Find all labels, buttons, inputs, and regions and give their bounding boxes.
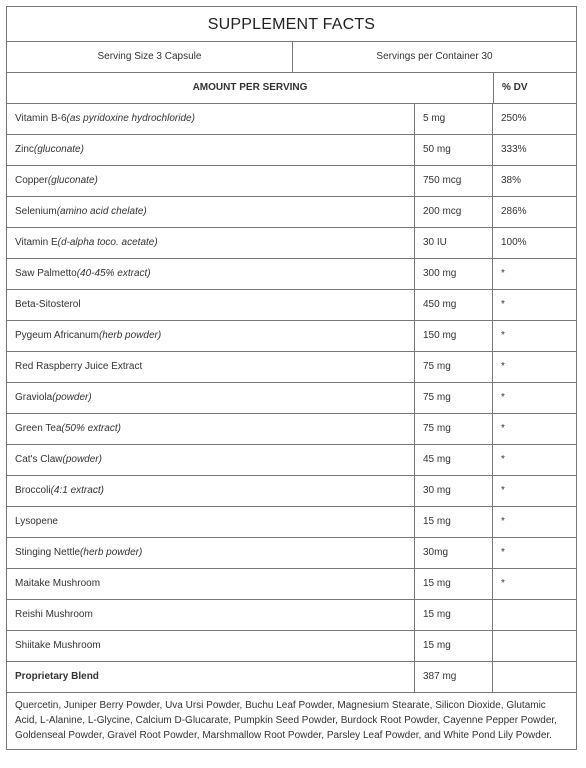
serving-size: Serving Size 3 Capsule — [7, 42, 293, 72]
ingredient-dv: * — [501, 454, 505, 465]
ingredient-amount: 45 mg — [415, 445, 493, 475]
ingredient-dv: * — [501, 299, 505, 310]
ingredient-amount: 30 mg — [415, 476, 493, 506]
ingredient-name-cell — [7, 321, 415, 351]
ingredient-name: Red Raspberry Juice Extract — [15, 361, 143, 372]
ingredient-amount: 750 mcg — [415, 166, 493, 196]
ingredient-name-cell — [7, 445, 415, 475]
dv-header: % DV — [502, 82, 528, 93]
ingredient-dv: 100% — [501, 237, 527, 248]
ingredient-amount: 15 mg — [415, 569, 493, 599]
ingredient-note: (amino acid chelate) — [56, 206, 147, 217]
table-row — [6, 196, 577, 227]
ingredient-amount: 450 mg — [415, 290, 493, 320]
ingredient-name: Vitamin B-6 — [15, 113, 67, 124]
ingredient-amount: 300 mg — [415, 259, 493, 289]
table-row — [6, 103, 577, 134]
blend-amount: 387 mg — [415, 662, 493, 692]
supplement-facts-table — [6, 6, 577, 750]
ingredient-dv: * — [501, 268, 505, 279]
ingredient-amount: 200 mcg — [415, 197, 493, 227]
servings-per-container: Servings per Container 30 — [376, 51, 493, 62]
table-row — [6, 134, 577, 165]
table-title: SUPPLEMENT FACTS — [6, 6, 577, 41]
ingredient-note: (herb powder) — [80, 547, 143, 558]
ingredient-name: Selenium — [15, 206, 57, 217]
table-row — [6, 599, 577, 630]
ingredient-name: Copper — [15, 175, 48, 186]
ingredient-dv: 250% — [501, 113, 527, 124]
table-row — [6, 444, 577, 475]
ingredient-rows — [6, 103, 577, 661]
ingredient-dv: 286% — [501, 206, 527, 217]
ingredient-dv: * — [501, 392, 505, 403]
ingredient-name: Beta-Sitosterol — [15, 299, 81, 310]
ingredient-dv: * — [501, 578, 505, 589]
table-row — [6, 227, 577, 258]
ingredient-dv — [493, 631, 576, 661]
blend-name: Proprietary Blend — [7, 662, 415, 692]
ingredient-name-cell — [7, 631, 415, 661]
ingredient-note: (gluconate) — [33, 144, 84, 155]
ingredient-name-cell — [7, 104, 415, 134]
ingredient-name: Graviola — [15, 392, 53, 403]
ingredient-amount: 30 IU — [415, 228, 493, 258]
ingredient-name-cell — [7, 414, 415, 444]
table-row — [6, 320, 577, 351]
ingredient-name: Saw Palmetto — [15, 268, 77, 279]
ingredient-amount: 75 mg — [415, 352, 493, 382]
ingredient-name-cell — [7, 290, 415, 320]
ingredient-amount: 150 mg — [415, 321, 493, 351]
ingredient-dv: 333% — [501, 144, 527, 155]
ingredient-name-cell — [7, 197, 415, 227]
ingredient-name: Reishi Mushroom — [15, 609, 93, 620]
ingredient-amount: 75 mg — [415, 414, 493, 444]
table-row — [6, 258, 577, 289]
ingredient-name-cell — [7, 383, 415, 413]
ingredient-note: (powder) — [52, 392, 92, 403]
ingredient-name: Vitamin E — [15, 237, 58, 248]
ingredient-name: Green Tea — [15, 423, 62, 434]
ingredient-dv — [493, 600, 576, 630]
table-row — [6, 351, 577, 382]
ingredient-note: (4:1 extract) — [50, 485, 104, 496]
table-row — [6, 165, 577, 196]
ingredient-name-cell — [7, 476, 415, 506]
ingredient-name-cell — [7, 538, 415, 568]
table-row — [6, 475, 577, 506]
ingredient-name: Broccoli — [15, 485, 51, 496]
ingredient-amount: 5 mg — [415, 104, 493, 134]
ingredient-note: (powder) — [62, 454, 102, 465]
ingredient-name-cell — [7, 569, 415, 599]
ingredient-dv: * — [501, 423, 505, 434]
amount-per-serving-header: AMOUNT PER SERVING — [7, 73, 494, 103]
serving-info-row — [6, 41, 577, 72]
table-row — [6, 382, 577, 413]
ingredient-name: Lysopene — [15, 516, 58, 527]
ingredient-name-cell — [7, 259, 415, 289]
ingredient-name: Shiitake Mushroom — [15, 640, 101, 651]
ingredient-note: (gluconate) — [47, 175, 98, 186]
blend-dv — [493, 662, 576, 692]
ingredient-name-cell — [7, 507, 415, 537]
ingredient-name: Stinging Nettle — [15, 547, 81, 558]
ingredient-dv: * — [501, 485, 505, 496]
ingredient-dv: * — [501, 516, 505, 527]
table-row — [6, 506, 577, 537]
ingredient-note: (as pyridoxine hydrochloride) — [66, 113, 195, 124]
ingredient-name-cell — [7, 135, 415, 165]
ingredient-amount: 15 mg — [415, 600, 493, 630]
ingredient-name: Zinc — [15, 144, 34, 155]
table-row — [6, 413, 577, 444]
ingredient-name: Maitake Mushroom — [15, 578, 101, 589]
ingredient-name-cell — [7, 600, 415, 630]
ingredient-dv: * — [501, 547, 505, 558]
ingredient-note: (40-45% extract) — [76, 268, 151, 279]
ingredient-name-cell — [7, 228, 415, 258]
ingredient-amount: 30mg — [415, 538, 493, 568]
table-header-row — [6, 72, 577, 103]
ingredient-amount: 50 mg — [415, 135, 493, 165]
proprietary-blend-row — [6, 661, 577, 692]
ingredient-name: Pygeum Africanum — [15, 330, 99, 341]
ingredient-amount: 15 mg — [415, 507, 493, 537]
ingredient-dv: * — [501, 330, 505, 341]
table-row — [6, 537, 577, 568]
ingredient-name-cell — [7, 352, 415, 382]
ingredient-note: (d-alpha toco. acetate) — [57, 237, 158, 248]
ingredient-name-cell — [7, 166, 415, 196]
table-row — [6, 630, 577, 661]
ingredient-dv: * — [501, 361, 505, 372]
ingredient-name: Cat's Claw — [15, 454, 63, 465]
ingredient-note: (50% extract) — [61, 423, 121, 434]
table-row — [6, 568, 577, 599]
ingredient-note: (herb powder) — [98, 330, 162, 341]
ingredient-dv: 38% — [501, 175, 522, 186]
ingredient-amount: 15 mg — [415, 631, 493, 661]
ingredient-amount: 75 mg — [415, 383, 493, 413]
table-row — [6, 289, 577, 320]
other-ingredients: Quercetin, Juniper Berry Powder, Uva Ursi Powder, Buchu Leaf Powder, Magnesium Stearate, Silicon Dioxide, Glutamic Acid, L-Alanine, L-Glycine, Calcium D-Glucarate, Pumpkin Seed Powder, Burdock Root Powder, Cayenne Pepper Powder, Goldenseal Powder, Gravel Root Powder, Marshmallow Root Powder, Parsley Leaf Powder, and White Pond Lily Powder. — [6, 692, 577, 750]
